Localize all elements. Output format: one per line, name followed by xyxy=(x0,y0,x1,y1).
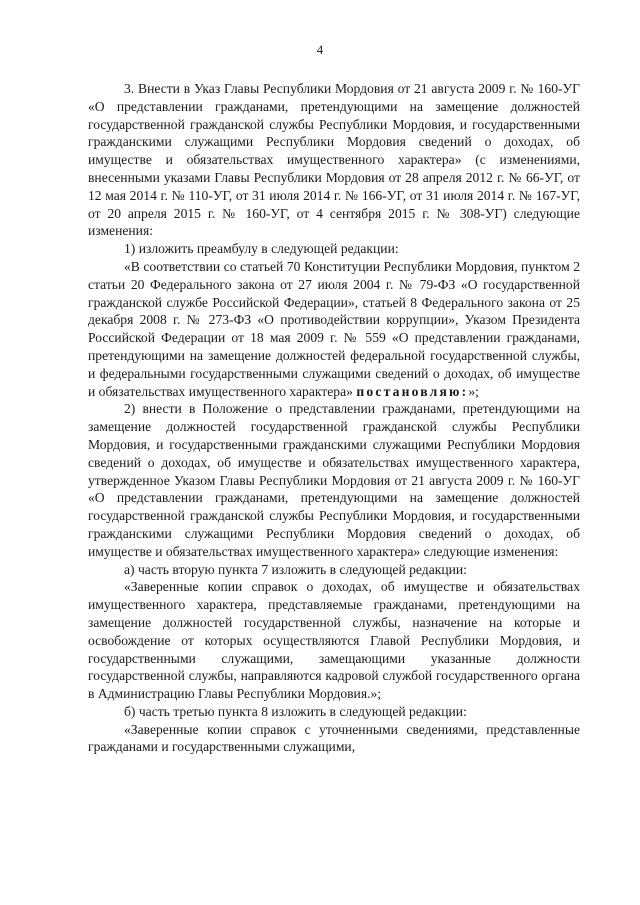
page-number: 4 xyxy=(316,42,324,57)
paragraph-subitem-2: 2) внести в Положение о представлении гражданами, претендующими на замещение должностей государственной гражданской службы Республики Мордовия, и государственными гражданскими служащими Республики Мордовия сведений о доходах, об имуществе и обязательствах имущественного характера, утвержденное Указом Главы Республики Мордовия от 21 августа 2009 г. № 160-УГ «О представлении гражданами, претендующими на замещение должностей государственной гражданской службы Республики Мордовия, и государственными гражданскими служащими Республики Мордовия сведений о доходах, об имуществе и обязательствах имущественного характера» следующие изменения: xyxy=(88,401,580,559)
preamble-decree-word: постановляю: xyxy=(356,383,469,399)
preamble-end: »; xyxy=(468,383,479,399)
paragraph-subitem-b: б) часть третью пункта 8 изложить в следующей редакции: xyxy=(124,703,467,719)
paragraph-quote-b: «Заверенные копии справок с уточненными сведениями, представленные гражданами и государственными служащими, xyxy=(88,721,580,755)
paragraph-item-3: 3. Внести в Указ Главы Республики Мордовия от 21 августа 2009 г. № 160-УГ «О представлении гражданами, претендующими на замещение должностей государственной гражданской службы Республики Мордовия, и государственными гражданскими служащими Республики Мордовия сведений о доходах, об имуществе и обязательствах имущественного характера» (с изменениями, внесенными указами Главы Республики Мордовия от 28 апреля 2012 г. № 66-УГ, от 12 мая 2014 г. № 110-УГ, от 31 июля 2014 г. № 166-УГ, от 31 июля 2014 г. № 167-УГ, от 20 апреля 2015 г. № 160-УГ, от 4 сентября 2015 г. № 308-УГ) следующие изменения: xyxy=(88,81,580,239)
paragraph-quote-a: «Заверенные копии справок о доходах, об имуществе и обязательствах имущественного характера, представляемые гражданами, претендующими на замещение должностей государственной службы, назначение на которые и освобождение от которых осуществляются Главой Республики Мордовия, и государственными служащими, замещающими указанные должности государственной службы, направляются кадровой службой государственного органа в Администрацию Главы Республики Мордовия.»; xyxy=(88,579,580,702)
document-body xyxy=(88,80,580,756)
preamble-text: «В соответствии со статьей 70 Конституции Республики Мордовия, пунктом 2 статьи 20 Федерального закона от 27 июля 2004 г. № 79-ФЗ «О государственной гражданской службе Российской Федерации», статьей 8 Федерального закона от 25 декабря 2008 г. № 273-ФЗ «О противодействии коррупции», Указом Президента Российской Федерации от 18 мая 2009 г. № 559 «О представлении гражданами, претендующими на замещение должностей федеральной государственной службы, и федеральными государственными служащими сведений о доходах, об имуществе и обязательствах имущественного характера» xyxy=(88,258,580,399)
paragraph-subitem-a: а) часть вторую пункта 7 изложить в следующей редакции: xyxy=(124,561,467,577)
paragraph-preamble xyxy=(88,258,580,400)
paragraph-subitem-1: 1) изложить преамбулу в следующей редакции: xyxy=(124,241,399,257)
